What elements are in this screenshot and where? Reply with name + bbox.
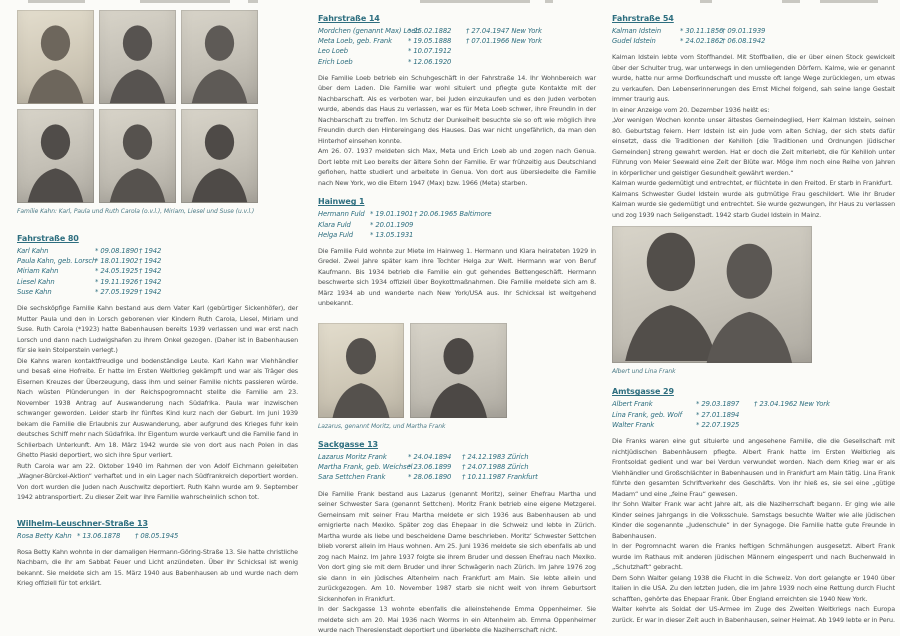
paragraph: Am 26. 07. 1937 meldeten sich Max, Meta und Erich Loeb ab und zogen nach Genua. Dort lebte mit Leo bereits der ältere Sohn der Familie. Er war frühzeitig aus Deutschland geflohen, hatte studiert und arbeitete in Genua. Von dort aus übersiedelte die Familie nach New York, wo die Eltern 1947 (Max) bzw. 1966 (Meta) starben. (318, 147, 596, 187)
person-birth-date: * 13.05.1931 (370, 230, 414, 239)
person-row (17, 246, 298, 256)
section-text-amtsgasse-29 (612, 436, 895, 625)
section-title-hainweg-1: Hainweg 1 (318, 197, 365, 207)
person-name: Lina Frank, geb. Wolf (612, 410, 682, 419)
paragraph: Die Familie Loeb betrieb ein Schuhgeschäft in der Fahrstraße 14. Ihr Wohnbereich war über dem Laden. Die Familie war wohl situiert und pflegte gute Kontakte mit der Nachbarschaft. Als es verboten war, bei Juden einzukaufen und es den Juden verboten wurde, abends das Haus zu verlassen, war es für Meta Loeb schwer, ihre Freundin in der Nachbarschaft zu treffen. Im Schutz der Dunkelheit besuchte sie so oft wie möglich ihre Freundin durch den Hintereingang des Hauses. Das war nicht ungefährlich, da man den Hinterhof einsehen konnte. (318, 73, 596, 145)
section-title-fahrstrasse-14: Fahrstraße 14 (318, 14, 380, 23)
portrait-miriam-kahn (17, 109, 94, 203)
person-table-amtsgasse-29 (612, 399, 895, 430)
portrait-liesel-kahn (99, 109, 176, 203)
person-birth-date: * 27.01.1894 (696, 410, 740, 419)
person-birth-date: * 19.01.1901 (370, 210, 414, 219)
person-name: Erich Loeb (318, 57, 353, 66)
person-name: Rosa Betty Kahn (17, 531, 72, 540)
person-birth-date: * 19.11.1926 (95, 277, 139, 286)
person-birth-date: * 22.07.1925 (696, 420, 740, 429)
person-row (318, 220, 596, 230)
person-name: Lazarus Moritz Frank (318, 452, 387, 461)
person-death-date: † 10.11.1987 Frankfurt (462, 473, 538, 482)
portrait-suse-kahn (181, 109, 258, 203)
person-name: Walter Frank (612, 420, 655, 429)
person-row (612, 36, 895, 46)
person-row (612, 26, 895, 36)
person-death-date: † 23.04.1962 New York (754, 400, 830, 409)
portrait-paula-kahn (99, 10, 176, 104)
person-birth-date: * 23.06.1899 (408, 463, 452, 472)
paragraph: Kalman wurde gedemütigt und entrechtet, er flüchtete in den Freitod. Er starb in Frankfurt. (612, 179, 893, 188)
paragraph: In der Sackgasse 13 wohnte ebenfalls die alleinstehende Emma Oppenheimer. Sie meldete sich am 20. Mai 1936 nach Worms in ein Altenheim ab. Emma Oppenheimer wurde nach Theresienstadt deportiert und überlebte die Naziherrschaft nicht. (318, 605, 596, 635)
person-name: Mordchen (genannt Max) Loeb (318, 27, 420, 35)
paragraph: Die sechsköpfige Familie Kahn bestand aus dem Vater Karl (gebürtiger Sickenhöfer), der Mutter Paula und den in Lorsch geborenen vier Kindern Ruth Carola, Liesel, Miriam und Suse. Ruth Carola (*1923) hatte Babenhausen bereits 1939 verlassen und war erst nach Lorsch und dann nach Ludwigshafen zu ihrem Onkel gezogen. (Daher ist in Babenhausen für sie kein Stolperstein verlegt.) (17, 304, 298, 355)
kahn-family-photo-grid (17, 10, 298, 203)
paragraph: Dem Sohn Walter gelang 1938 die Flucht in die Schweiz. Von dort gelangte er 1940 über Italien in die USA. Zu den letzten Juden, die im Jahre 1939 noch eine Rettung durch Flucht schafften, gehörte das Ehepaar Frank. Über England erreichten sie 1940 New York. (612, 573, 895, 603)
person-name: Albert Frank (612, 400, 653, 409)
portrait-martha-frank (410, 323, 507, 418)
paragraph: Walter kehrte als Soldat der US-Armee im Zuge des Zweiten Weltkriegs nach Europa zurück. Er war in dieser Zeit auch in Babenhausen, seiner Heimat. Ab 1949 lebte er in Peru. (612, 605, 895, 624)
section-title-amtsgasse-29: Amtsgasse 29 (612, 387, 674, 397)
person-row (318, 230, 596, 240)
person-name: Hermann Fuld (318, 210, 365, 219)
person-death-date: † 1942 (139, 287, 162, 296)
paragraph: „Vor wenigen Wochen konnte unser ältestes Gemeindeglied, Herr Kalman Idstein, seinen 80. Geburtstag feiern. Herr Idstein ist ein Jude vom alten Schlag, der sich stets dafür einsetzt, dass die Traditionen der Kehilloh [die Traditionen und Ordnungen jüdischer Gemeinden] streng gewahrt werden. Hat er doch die Zeit miterlebt, die für Kehilloh unter Führung von Meier Seewald eine Zeit der Blüte war. Möge ihm noch eine Reihe von Jahren in körperlicher und geistiger Gesundheit gewährt werden.“ (612, 116, 895, 177)
person-table-fahrstrasse-14 (318, 26, 596, 67)
person-death-date: † 1942 (139, 277, 162, 286)
person-birth-date: * 24.04.1894 (408, 452, 452, 461)
person-birth-date: * 27.05.1929 (95, 287, 139, 296)
middle-column (318, 0, 596, 636)
person-birth-date: * 10.07.1912 (408, 47, 452, 56)
section-title-wilhelm-leuschner-strasse-13: Wilhelm-Leuschner-Straße 13 (17, 518, 148, 528)
person-row (17, 277, 298, 287)
frank-couple-photos (318, 323, 596, 418)
person-death-date: † 06.08.1942 (722, 37, 766, 46)
person-birth-date: * 28.06.1890 (408, 473, 452, 482)
person-death-date: † 27.04.1947 New York (466, 27, 542, 35)
section-text-fahrstrasse-54 (612, 52, 895, 220)
person-death-date: † 1942 (139, 247, 162, 255)
person-birth-date: * 24.05.1925 (95, 267, 139, 276)
person-death-date (466, 46, 596, 56)
person-death-date: † 07.01.1966 New York (466, 37, 542, 46)
person-row (17, 256, 298, 266)
person-name: Klara Fuld (318, 220, 351, 229)
person-row (612, 399, 895, 409)
person-birth-date: * 24.02.1862 (680, 37, 724, 46)
section-title-fahrstrasse-54: Fahrstraße 54 (612, 14, 674, 23)
person-row (17, 266, 298, 276)
person-table-sackgasse-13 (318, 452, 596, 483)
person-birth-date: * 29.03.1897 (696, 400, 740, 409)
person-death-date: † 20.06.1965 Baltimore (414, 210, 492, 219)
portrait-karl-kahn (17, 10, 94, 104)
person-name: Sara Settchen Frank (318, 473, 386, 482)
paragraph: Rosa Betty Kahn wohnte in der damaligen Hermann-Göring-Straße 13. Sie hatte christliche Nachbarn, die ihr am Sabbat Feuer und Licht anzündeten. Über ihr Schicksal ist wenig bekannt. Sie meldete sich am 15. März 1940 aus Babenhausen ab und wurde nach dem Krieg offiziell für tot erklärt. (17, 547, 298, 588)
person-row (318, 462, 596, 472)
person-row (318, 26, 596, 36)
person-name: Leo Loeb (318, 47, 348, 56)
person-row (318, 209, 596, 219)
person-name: Kalman Idstein (612, 27, 662, 35)
person-birth-date: * 19.05.1888 (408, 37, 452, 46)
person-name: Martha Frank, geb. Weichsel (318, 463, 413, 472)
person-table-fahrstrasse-80 (17, 246, 298, 297)
person-birth-date: * 13.06.1878 (77, 531, 121, 540)
person-row (612, 410, 895, 420)
person-name: Helga Fuld (318, 230, 353, 239)
person-name: Paula Kahn, geb. Lorsch (17, 257, 97, 266)
paragraph: Die Familie Frank bestand aus Lazarus (genannt Moritz), seiner Ehefrau Martha und seiner Schwester Sara (genannt Settchen). Moritz Frank betrieb eine eigene Metzgerei. Gemeinsam mit seiner Frau Martha meldete er sich 1936 aus Babenhausen ab und emigrierte nach Mexiko. Später zog das Ehepaar in die Schweiz und lebte in Zürich. Martha wurde als liebe und bescheidene Dame beschrieben. Moritz’ Schwester Settchen blieb vorerst allein im Haus wohnen. Am 25. Juni 1936 meldete sie sich ebenfalls ab und zog nach Mainz. Im Jahre 1937 folgte sie ihrem Bruder und dessen Ehefrau nach Mexiko. Von dort ging sie mit dem Bruder und ihrer Schwägerin nach Zürich. Im Jahre 1976 zog sie dann in ein jüdisches Altenheim nach Frankfurt am Main. Sie lebte allein und zurückgezogen. Am 10. November 1987 starb sie nicht weit von ihrem Geburtsort Sickenhofen in Frankfurt. (318, 489, 596, 603)
person-table-fahrstrasse-54 (612, 26, 895, 46)
paragraph: In einer Anzeige vom 20. Dezember 1936 heißt es: (612, 105, 770, 114)
portrait-lazarus-moritz-frank (318, 323, 404, 418)
section-title-fahrstrasse-80: Fahrstraße 80 (17, 234, 79, 243)
paragraph: Ruth Carola war am 22. Oktober 1940 im Rahmen der von Adolf Eichmann geleiteten „Wagner-Bürckel-Aktion“ verhaftet und in ein Lager nach Südfrankreich deportiert worden. Von dort wurden die Juden nach Auschwitz deportiert. Ruth Kahn wurde am 9. September 1942 abtransportiert. Zu dieser Zeit war ihre Familie wahrscheinlich schon tot. (17, 461, 298, 502)
person-death-date (754, 410, 895, 420)
person-birth-date: * 20.01.1909 (370, 220, 414, 229)
person-row (612, 420, 895, 430)
photo-caption-albert-lina-frank: Albert und Lina Frank (612, 368, 676, 376)
person-name: Meta Loeb, geb. Frank (318, 37, 392, 46)
paragraph: Die Kahns waren kontaktfreudige und bodenständige Leute. Karl Kahn war Viehhändler und besaß eine Hofreite. Er hatte im Ersten Weltkrieg gekämpft und war als Träger des Eisernen Kreuzes der Überzeugung, dass ihm und seiner Familie nichts passieren würde. Nach wüsten Plünderungen in der Reichspogromnacht stellte die Familie am 23. November 1938 Antrag auf Auswanderung nach Südafrika. Paula war inzwischen schwanger geworden. Leider starb ihr fünftes Kind kurz nach der Geburt. Im Juni 1939 bekam die Familie die Erlaubnis zur Auswanderung, aber aufgrund des Krieges fuhr kein deutsches Schiff mehr nach Südafrika. Ihr Eigentum wurde verkauft und die Familie fand in Schlierbach Unterkunft. Am 18. März 1942 wurde sie von dort aus nach Polen in das Ghetto Piaski deportiert, wo sich ihre Spur verliert. (17, 356, 298, 460)
person-birth-date: * 12.06.1920 (408, 57, 452, 66)
paragraph: Die Familie Fuld wohnte zur Miete im Hainweg 1. Hermann und Klara heirateten 1929 in Gredel. Zwei Jahre später kam ihre Tochter Helga zur Welt. Hermann war von Beruf Kaufmann. Bis 1934 betrieb die Familie ein gut gehendes Bettengeschäft. Hermann beschwerte sich 1934 offiziell über Boykottmaßnahmen. Die Familie meldete sich am 8. März 1934 ab und wanderte nach New York/USA aus. Ihr Schicksal ist weitgehend unbekannt. (318, 246, 596, 308)
person-name: Gudel Idstein (612, 37, 656, 46)
person-birth-date: * 18.01.1902 (95, 257, 139, 266)
paragraph: Kalmans Schwester Gudel Idstein wurde als gutmütige Frau geschildert. Wie ihr Bruder Kalman wurde sie gedemütigt und entrechtet. Sie wurde gezwungen, ihr Haus zu verlassen und zog 1939 nach Seligenstadt. 1942 starb Gudel Idstein in Mainz. (612, 189, 895, 219)
person-row (318, 46, 596, 56)
paragraph: Kalman Idstein lebte vom Stoffhandel. Mit Stoffballen, die er über einen Stock gewickelt über der Schulter trug, war unterwegs in den umliegenden Dörfern. Kalme, wie er genannt wurde, hatte nur arme Dorfkundschaft und musste oft lange Wege zurücklegen, um etwas zu verkaufen. Den Lebenserinnerungen des Ernst Michel folgend, sah seine lange Gestalt immer traurig aus. (612, 53, 895, 104)
section-text-wilhelm-leuschner-strasse-13 (17, 547, 298, 589)
person-table-hainweg-1 (318, 209, 596, 240)
photo-caption-lazarus-martha-frank: Lazarus, genannt Moritz, und Martha Frank (318, 422, 446, 430)
person-table-wilhelm-leuschner-strasse-13 (17, 531, 298, 541)
person-death-date: † 08.05.1945 (135, 531, 179, 540)
person-row (318, 452, 596, 462)
person-birth-date: * 09.08.1890 (95, 247, 139, 255)
person-name: Liesel Kahn (17, 277, 55, 286)
section-text-fahrstrasse-14 (318, 73, 596, 189)
person-birth-date: * 30.11.1856 (680, 27, 724, 35)
person-name: Suse Kahn (17, 287, 52, 296)
paragraph: In der Pogromnacht waren die Franks heftigen Schmähungen ausgesetzt. Albert Frank wurde im Rathaus mit anderen jüdischen Männern eingesperrt und nach Buchenwald in „Schutzhaft“ gebracht. (612, 542, 895, 572)
right-column (612, 0, 895, 625)
paragraph: Ihr Sohn Walter Frank war acht Jahre alt, als die Naziherrschaft begann. Er ging wie alle Kinder seines Jahrgangs in die Volksschule. Samstags besuchte Walter wie alle jüdischen Kinder die sogenannte „Judenschule“ in der Synagoge. Die Familie hatte gute Freunde in Babenhausen. (612, 500, 895, 540)
left-column (17, 0, 298, 589)
person-death-date: † 09.01.1939 (722, 27, 766, 35)
person-death-date: † 1942 (139, 267, 162, 276)
person-row (318, 472, 596, 482)
photo-caption-kahn-family: Familie Kahn: Karl, Paula und Ruth Carola (o.v.l.), Miriam, Liesel und Suse (u.v.l.) (17, 208, 255, 215)
section-title-sackgasse-13: Sackgasse 13 (318, 439, 379, 449)
person-birth-date: * 25.02.1882 (408, 27, 452, 35)
person-death-date: † 1942 (139, 257, 162, 266)
person-death-date: † 24.07.1988 Zürich (462, 463, 529, 472)
paragraph: Die Franks waren eine gut situierte und angesehene Familie, die die Gesellschaft mit nichtjüdischen Babenhäusern pflegte. Albert Frank hatte im Ersten Weltkrieg als Frontsoldat gedient und war bei Verdun verwundet worden. Nach dem Krieg war er als Viehhändler und Großschlächter in Babenhausen und in Frankfurt am Main tätig. Lina Frank führte den gesamten Schriftverkehr des Geschäfts. Von ihr hieß es, sie sei eine „gütige Madam“ und eine „feine Frau“ gewesen. (612, 437, 895, 498)
person-death-date: † 24.12.1983 Zürich (462, 452, 529, 461)
person-death-date (466, 57, 596, 67)
person-name: Miriam Kahn (17, 267, 59, 276)
person-death-date (414, 220, 596, 230)
person-row (318, 36, 596, 46)
portrait-ruth-carola-kahn (181, 10, 258, 104)
person-row (17, 287, 298, 297)
person-death-date (414, 230, 596, 240)
person-row (17, 531, 298, 541)
section-text-fahrstrasse-80 (17, 303, 298, 503)
section-text-sackgasse-13 (318, 489, 596, 636)
section-text-hainweg-1 (318, 246, 596, 309)
portrait-albert-and-lina-frank (612, 226, 812, 363)
person-name: Karl Kahn (17, 247, 49, 255)
person-death-date (754, 420, 895, 430)
person-row (318, 57, 596, 67)
